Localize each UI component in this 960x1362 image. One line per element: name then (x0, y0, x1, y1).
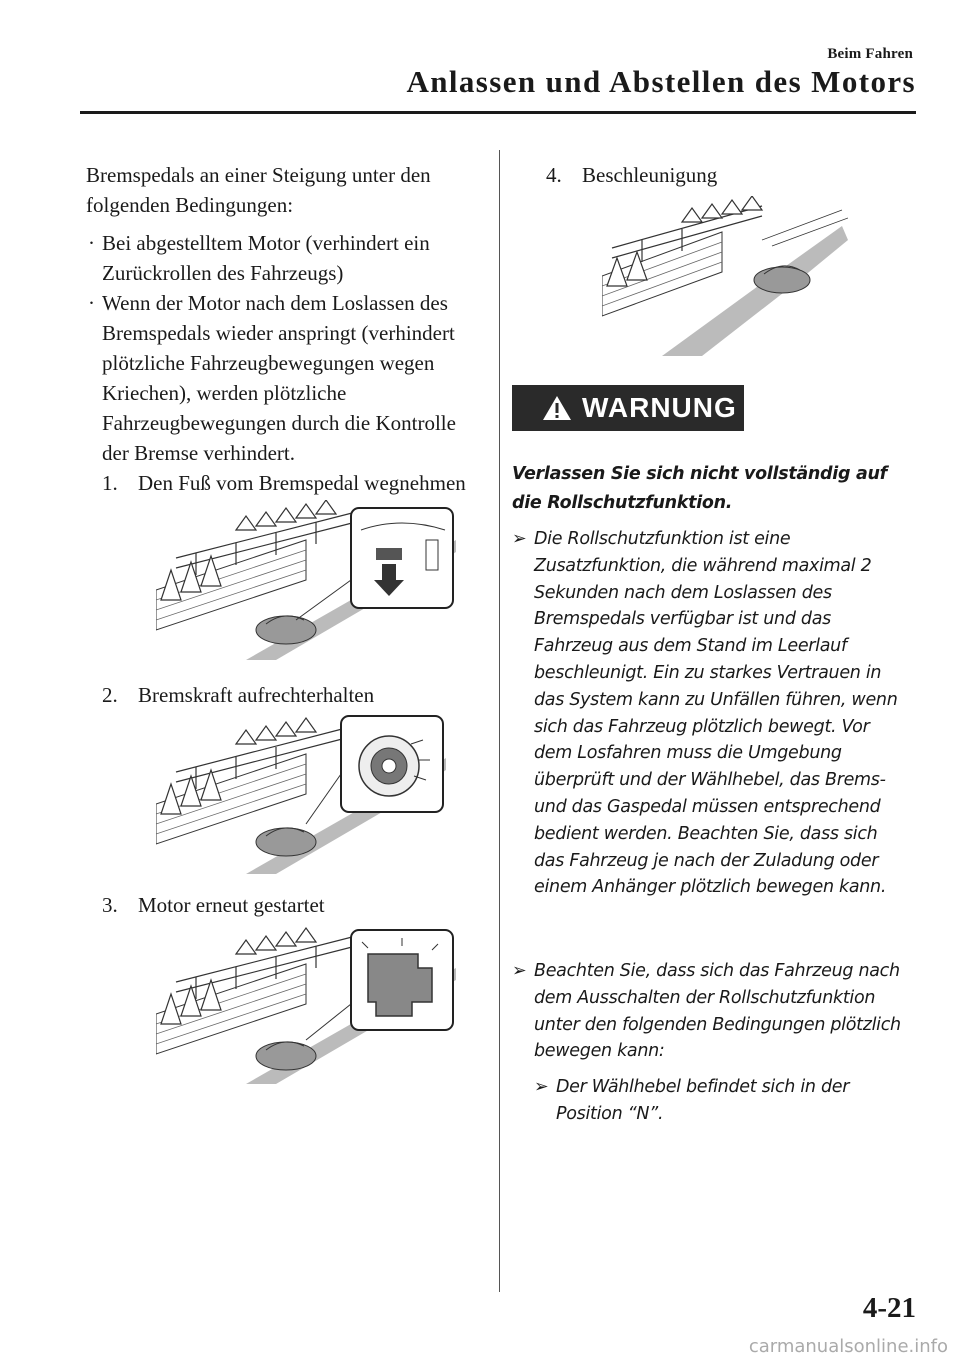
step-item (102, 680, 471, 710)
left-column (86, 160, 471, 1086)
warning-subitem (534, 1074, 904, 1128)
warning-triangle-icon (542, 395, 572, 421)
step-number: 3. (102, 893, 118, 917)
warning-item (512, 958, 904, 1065)
warning-label: WARNUNG (582, 392, 737, 423)
header-rule (80, 111, 916, 114)
step-item (102, 468, 471, 498)
warning-item-text: Die Rollschutzfunktion ist eine Zusatzfunktion, die während maximal 2 Sekunden nach dem Loslassen des Bremspedals verfügbar ist und das Fahrzeug aus dem Stand im Leerlauf beschleunigt. Ein zu starkes Vertrauen in das System kann zu Unfällen führen, wenn sich das Fahrzeug plötzlich bewegt. Vor dem Losfahren muss die Umgebung überprüft und der Wählhebel, das Brems- und das Gaspedal müssen entsprechend bedient werden. Beachten Sie, dass sich das Fahrzeug je nach der Zuladung oder einem Anhänger plötzlich bewegen kann. (534, 529, 898, 898)
page-title: Anlassen und Abstellen des Motors (406, 64, 916, 99)
intro-paragraph: Bremspedals an einer Steigung unter den folgenden Bedingungen: (86, 163, 431, 217)
watermark: carmanualsonline.info (748, 1336, 948, 1357)
step-list (102, 468, 471, 1086)
illustration-engine-restart (156, 924, 468, 1086)
arrow-bullet-icon: ➢ (512, 529, 527, 549)
page-number: 4-21 (862, 1292, 916, 1324)
step-item (102, 890, 471, 920)
illustration-brake-hold (156, 714, 456, 876)
bullet-text: Bei abgestelltem Motor (verhindert ein Zurückrollen des Fahrzeugs) (102, 231, 430, 285)
column-divider (499, 150, 500, 1292)
car-icon (256, 1042, 316, 1070)
warning-subitem-text: Der Wählhebel befindet sich in der Position “N”. (556, 1077, 850, 1124)
arrow-bullet-icon: ➢ (534, 1077, 549, 1097)
bullet-item (86, 288, 471, 468)
bullet-dot: · (88, 291, 95, 315)
arrow-bullet-icon: ➢ (512, 961, 527, 981)
step-number: 4. (546, 163, 562, 187)
warning-lead: Verlassen Sie sich nicht vollständig auf die Rollschutzfunktion. (512, 464, 887, 513)
section-label: Beim Fahren (827, 46, 913, 62)
car-icon (256, 828, 316, 856)
step-label: Bremskraft aufrechterhalten (138, 683, 375, 707)
warning-item-text: Beachten Sie, dass sich das Fahrzeug nach dem Ausschalten der Rollschutzfunktion unter den folgenden Bedingungen plötzlich bewegen kann: (534, 961, 901, 1062)
step-number: 1. (102, 471, 118, 495)
step-number: 2. (102, 683, 118, 707)
right-column (512, 160, 917, 1124)
bullet-dot: · (88, 231, 95, 255)
warning-badge (512, 385, 744, 431)
bullet-item (86, 228, 471, 288)
illustration-foot-off-pedal (156, 500, 468, 662)
step-label: Beschleunigung (582, 163, 718, 187)
car-icon (256, 616, 316, 644)
step-item (546, 160, 917, 190)
illustration-acceleration (602, 196, 848, 356)
warning-item (512, 526, 904, 901)
step-label: Den Fuß vom Bremspedal wegnehmen (138, 471, 466, 495)
step-label: Motor erneut gestartet (138, 893, 325, 917)
bullet-text: Wenn der Motor nach dem Loslassen des Bremspedals wieder anspringt (verhindert plötzliche Fahrzeugbewegungen wegen Kriechen), werden plötzliche Fahrzeugbewegungen durch die Kontrolle der Bremse verhindert. (102, 291, 456, 465)
